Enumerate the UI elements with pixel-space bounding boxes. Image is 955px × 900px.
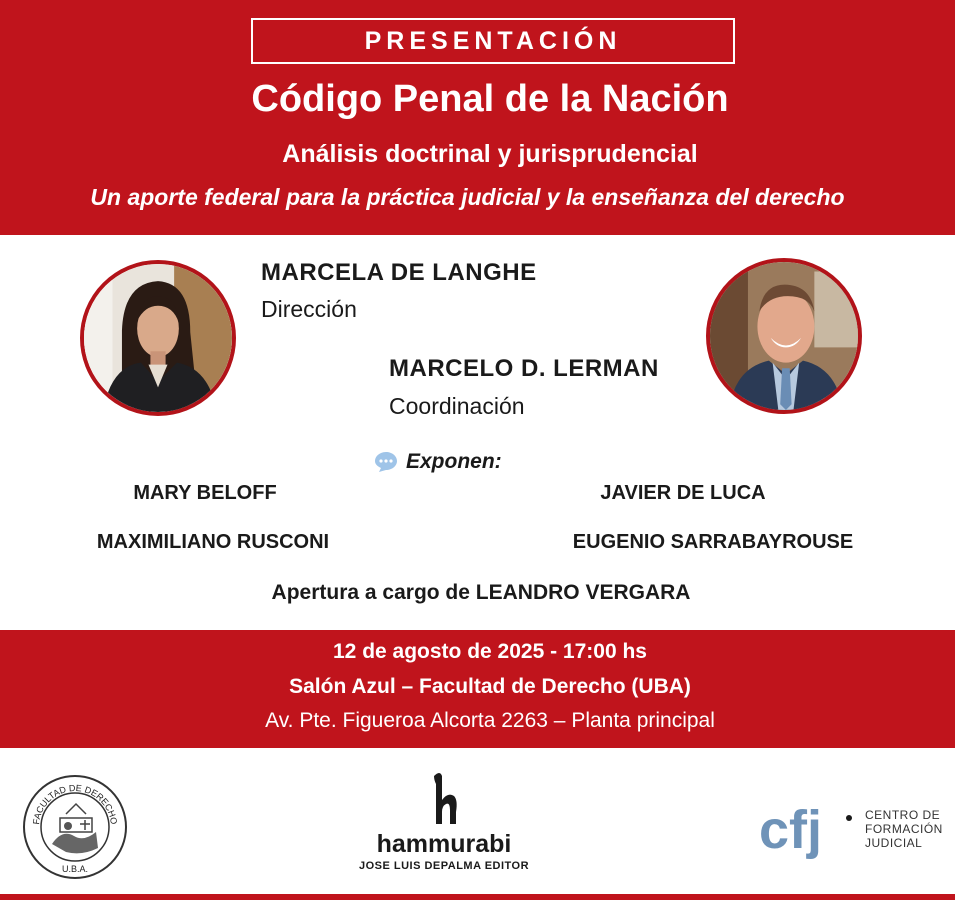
event-venue: Salón Azul – Facultad de Derecho (UBA) bbox=[289, 675, 691, 698]
bottom-border bbox=[0, 894, 955, 900]
event-date: 12 de agosto de 2025 - 17:00 hs bbox=[333, 640, 647, 663]
header-banner bbox=[0, 0, 955, 235]
cfj-letters: cfj bbox=[759, 800, 823, 860]
presentation-tag-label: PRESENTACIÓN bbox=[364, 26, 622, 55]
cfj-text-line: JUDICIAL bbox=[865, 836, 923, 850]
cfj-text-line: CENTRO DE bbox=[865, 808, 941, 822]
uba-seal-top-text: FACULTAD DE DERECHO bbox=[31, 782, 119, 826]
speaker-javier-de-luca: JAVIER DE LUCA bbox=[600, 482, 766, 504]
coordinator-role: Coordinación bbox=[389, 393, 525, 419]
seal-icon bbox=[22, 774, 128, 880]
woman-portrait-icon bbox=[84, 264, 232, 412]
hammurabi-h-icon bbox=[356, 770, 532, 826]
cfj-mark-icon bbox=[757, 790, 857, 870]
event-tagline: Un aporte federal para la práctica judicial y la enseñanza del derecho bbox=[90, 184, 845, 210]
presentation-tag bbox=[251, 18, 735, 64]
hammurabi-logo bbox=[356, 770, 532, 880]
cfj-text bbox=[865, 808, 943, 850]
director-name: MARCELA DE LANGHE bbox=[261, 259, 537, 286]
portrait-marcela-de-langhe bbox=[80, 260, 236, 416]
coordinator-name: MARCELO D. LERMAN bbox=[389, 355, 659, 382]
speaker-mary-beloff: MARY BELOFF bbox=[133, 482, 277, 504]
exponen-label: Exponen: bbox=[406, 450, 502, 473]
director-role: Dirección bbox=[261, 296, 357, 322]
event-title: Código Penal de la Nación bbox=[251, 78, 729, 120]
speaker-eugenio-sarrabayrouse: EUGENIO SARRABAYROUSE bbox=[572, 531, 854, 553]
event-subtitle: Análisis doctrinal y jurisprudencial bbox=[282, 140, 698, 168]
hammurabi-subtitle: JOSE LUIS DEPALMA EDITOR bbox=[358, 860, 530, 872]
exponen-heading bbox=[374, 450, 502, 474]
opening-speaker: Apertura a cargo de LEANDRO VERGARA bbox=[271, 581, 691, 604]
speaker-maximiliano-rusconi: MAXIMILIANO RUSCONI bbox=[96, 531, 330, 553]
hammurabi-name: hammurabi bbox=[376, 830, 512, 858]
cfj-text-line: FORMACIÓN bbox=[865, 822, 943, 836]
cfj-logo bbox=[757, 790, 947, 870]
speech-bubble-icon bbox=[374, 451, 398, 473]
event-details-banner bbox=[0, 630, 955, 748]
portrait-marcelo-lerman bbox=[706, 258, 862, 414]
man-portrait-icon bbox=[710, 262, 858, 410]
event-address: Av. Pte. Figueroa Alcorta 2263 – Planta principal bbox=[265, 709, 715, 732]
uba-law-faculty-logo bbox=[22, 774, 128, 880]
uba-seal-bottom-text: U.B.A. bbox=[61, 864, 89, 874]
